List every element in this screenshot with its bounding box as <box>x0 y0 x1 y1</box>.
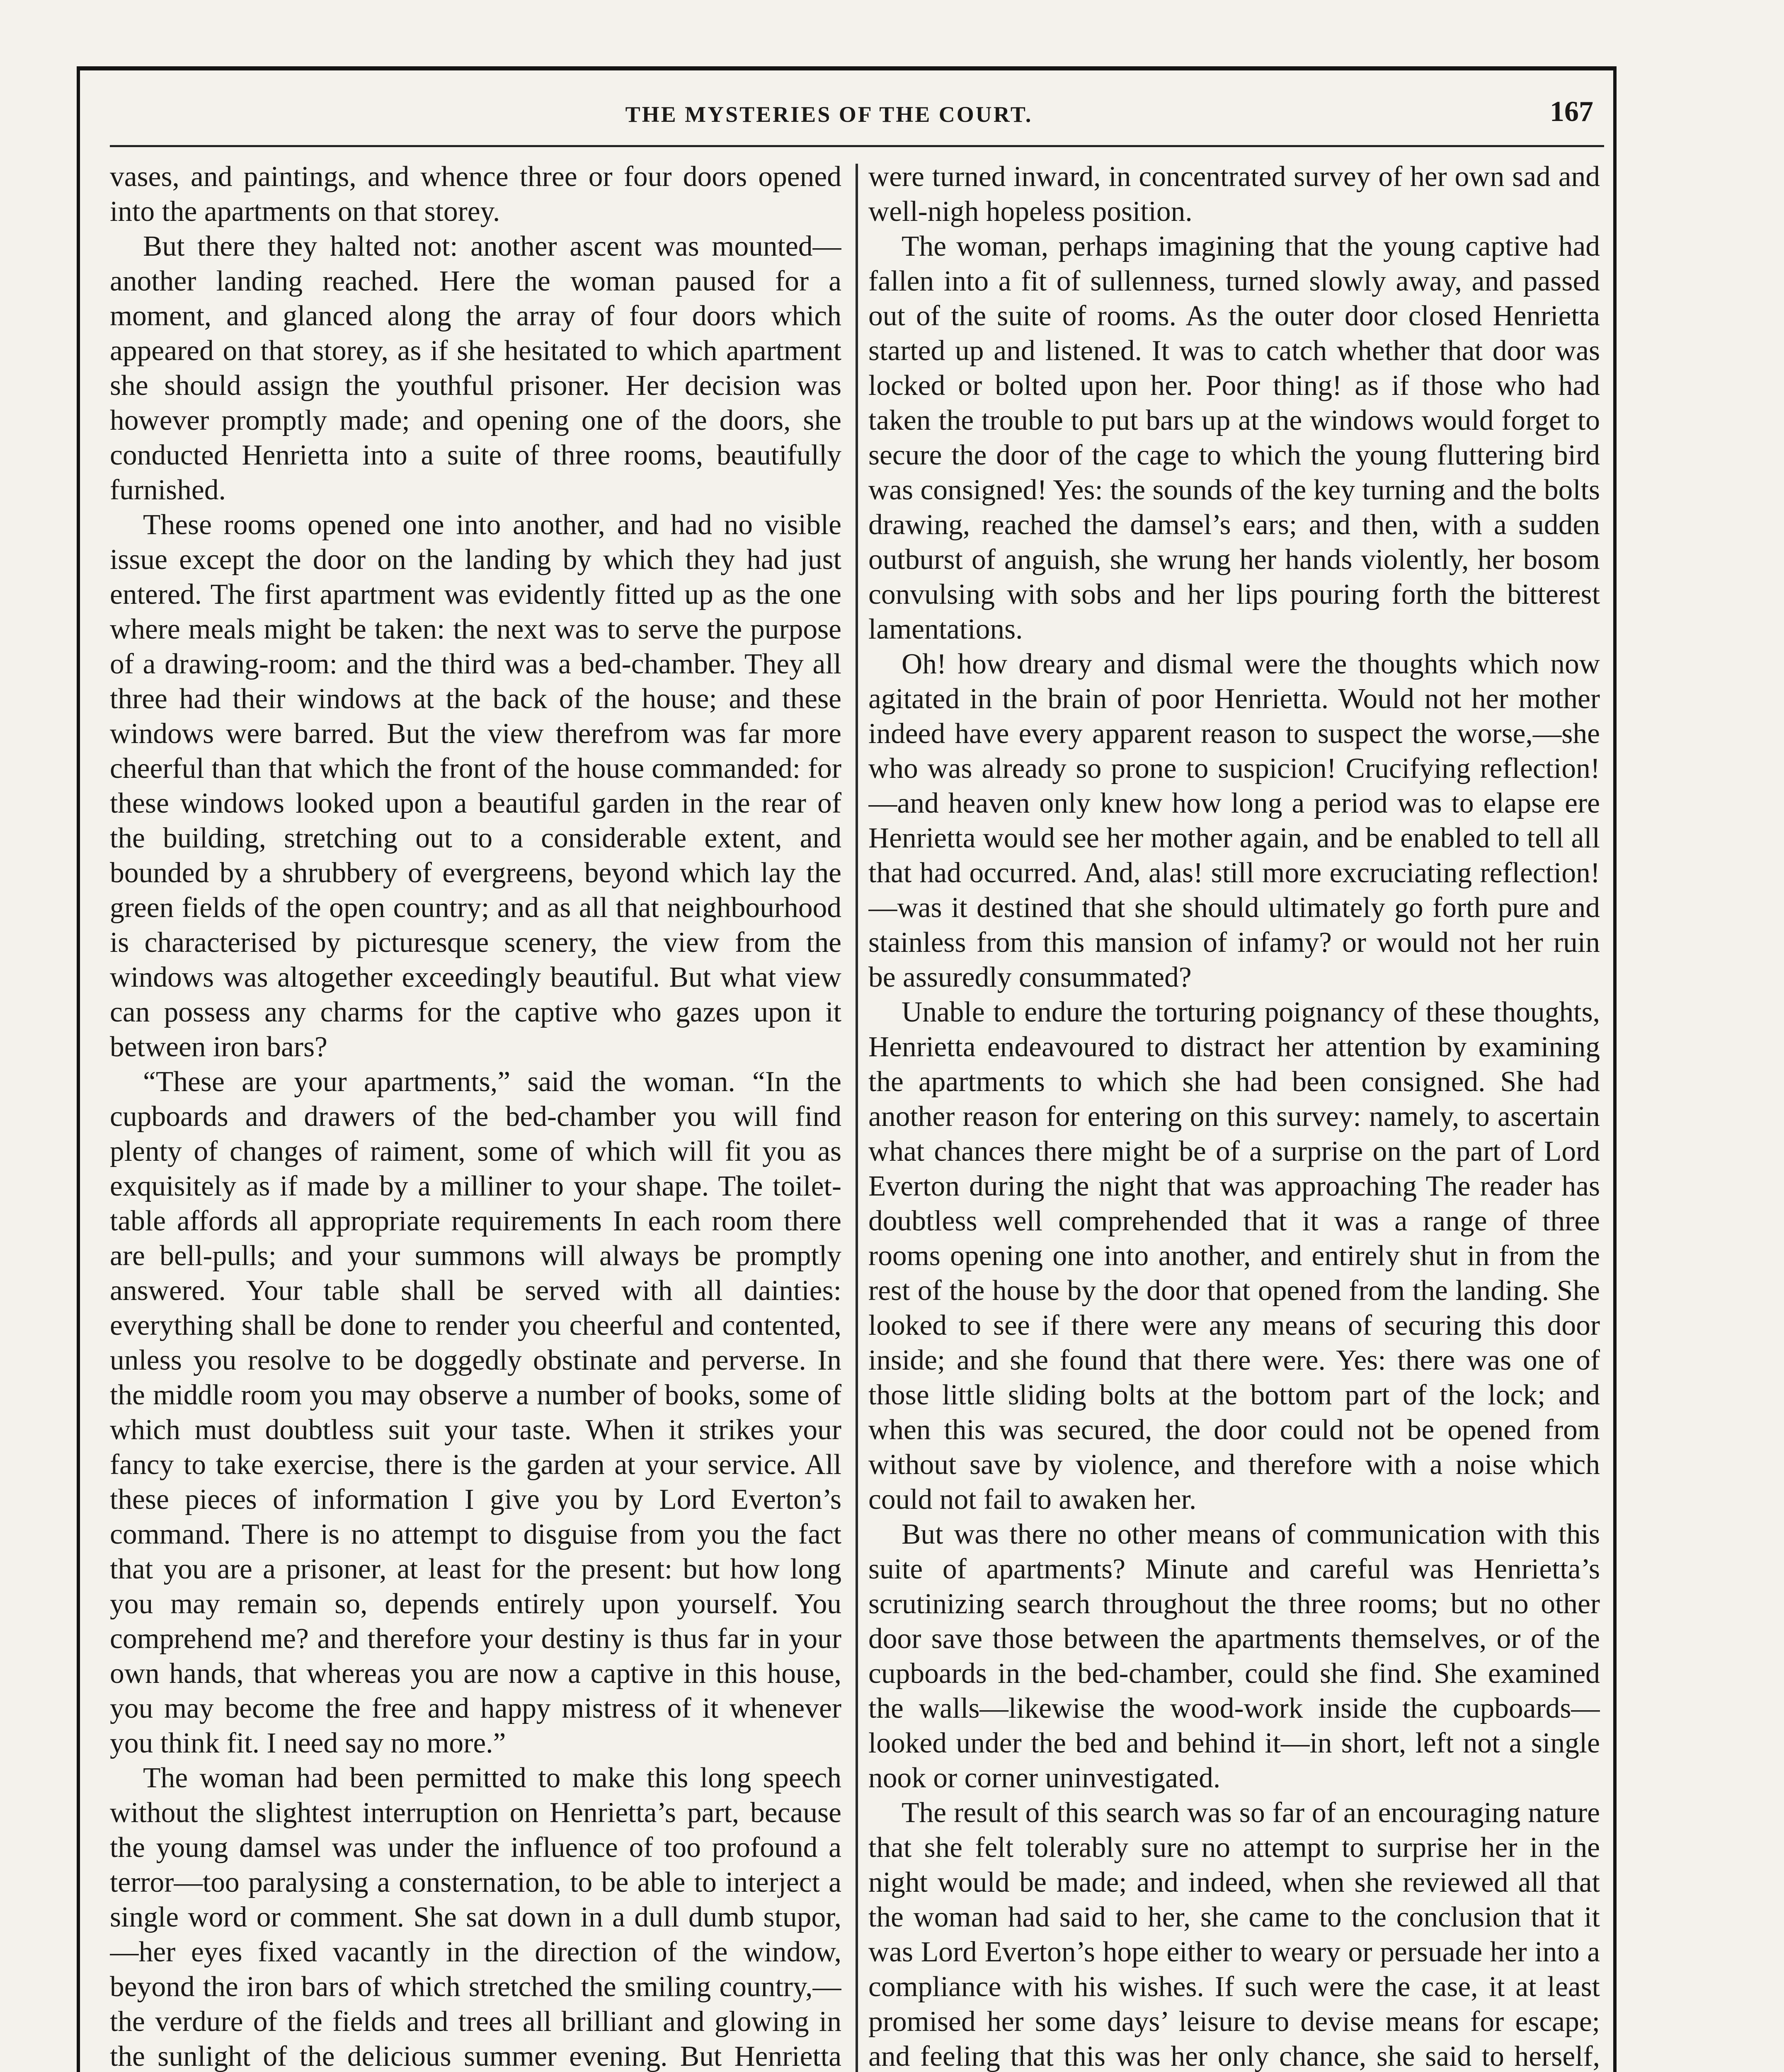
paragraph: vases, and paintings, and whence three or four doors opened into the apartments on that storey. <box>110 161 841 228</box>
paragraph: The result of this search was so far of an encouraging nature that she felt tolerably sure no attempt to surprise her in the night would be made; and indeed, when she reviewed all that the woman had said to her, she came to the conclusion that it was Lord Everton’s hope either to weary or persuade her into a compliance with his wishes. If such were the case, it at least promised her some days’ leisure to devise means for escape; and feeling that this was her only chance, she said to herself, <box>868 1797 1600 2072</box>
paragraph: But there they halted not: another ascent was mounted—another landing reached. Here the woman paused for a moment, and glanced along the array of four doors which appeared on that storey, as if she hesitated to which apartment she should assign the youthful prisoner. Her decision was however promptly made; and opening one of the doors, she conducted Henrietta into a suite of three rooms, beautifully furnished. <box>110 230 841 506</box>
paragraph: “These are your apartments,” said the woman. “In the cupboards and drawers of the bed-chamber you will find plenty of changes of raiment, some of which will fit you as exquisitely as if made by a milliner to your shape. The toilet-table affords all appropriate requirements In each room there are bell-pulls; and your summons will always be promptly answered. Your table shall be served with all dainties: everything shall be done to render you cheerful and contented, unless you resolve to be doggedly obstinate and perverse. In the middle room you may observe a number of books, some of which must doubtless suit your taste. When it strikes your fancy to take exercise, there is the garden at your service. All these pieces of information I give you by Lord Everton’s command. There is no attempt to disguise from you the fact that you are a prisoner, at least for the present: but how long you may remain so, depends entirely upon yourself. You comprehend me? and therefore your destiny is thus far in your own hands, that whereas you are now a captive in this house, you may become the free and happy mistress of it whenever you think fit. I need say no more.” <box>110 1066 841 1759</box>
paragraph: Unable to endure the torturing poignancy of these thoughts, Henrietta endeavoured to distract her attention by examining the apartments to which she had been consigned. She had another reason for entering on this survey: namely, to ascertain what chances there might be of a surprise on the part of Lord Everton during the night that was approaching The reader has doubtless well comprehended that it was a range of three rooms opening one into another, and entirely shut in from the rest of the house by the door that opened from the landing. She looked to see if there were any means of securing this door inside; and she found that there were. Yes: there was one of those little sliding bolts at the bottom part of the lock; and when this was secured, the door could not be opened from without save by violence, and therefore with a noise which could not fail to awaken her. <box>868 996 1600 1515</box>
paragraph: were turned inward, in concentrated survey of her own sad and well-nigh hopeless position. <box>868 161 1600 228</box>
left-column <box>110 160 841 2072</box>
right-column <box>868 160 1600 2072</box>
paragraph: These rooms opened one into another, and had no visible issue except the door on the landing by which they had just entered. The first apartment was evidently fitted up as the one where meals might be taken: the next was to serve the purpose of a drawing-room: and the third was a bed-chamber. They all three had their windows at the back of the house; and these windows were barred. But the view therefrom was far more cheerful than that which the front of the house commanded: for these windows looked upon a beautiful garden in the rear of the building, stretching out to a considerable extent, and bounded by a shrubbery of evergreens, beyond which lay the green fields of the open country; and as all that neighbourhood is characterised by picturesque scenery, the view from the windows was altogether exceedingly beautiful. But what view can possess any charms for the captive who gazes upon it between iron bars? <box>110 509 841 1063</box>
page-border-left <box>77 66 80 2072</box>
paragraph: The woman had been permitted to make this long speech without the slightest interruption on Henrietta’s part, because the young damsel was under the influence of too profound a terror—too paralysing a consternation, to be able to interject a single word or comment. She sat down in a dull dumb stupor,—her eyes fixed vacantly in the direction of the window, beyond the iron bars of which stretched the smiling country,—the verdure of the fields and trees all brilliant and glowing in the sunlight of the delicious summer evening. But Henrietta <box>110 1762 841 2072</box>
column-divider <box>856 164 858 2072</box>
page-border-right <box>1613 66 1617 2072</box>
running-title: THE MYSTERIES OF THE COURT. <box>625 102 1033 127</box>
paragraph: But was there no other means of communication with this suite of apartments? Minute and careful was Henrietta’s scrutinizing search throughout the three rooms; but no other door save those between the apartments themselves, or of the cupboards in the bed-chamber, could she find. She examined the walls—likewise the wood-work inside the cupboards—looked under the bed and behind it—in short, left not a single nook or corner uninvestigated. <box>868 1518 1600 1794</box>
paragraph: The woman, perhaps imagining that the young captive had fallen into a fit of sullenness, turned slowly away, and passed out of the suite of rooms. As the outer door closed Henrietta started up and listened. It was to catch whether that door was locked or bolted upon her. Poor thing! as if those who had taken the trouble to put bars up at the windows would forget to secure the door of the cage to which the young fluttering bird was consigned! Yes: the sounds of the key turning and the bolts drawing, reached the damsel’s ears; and then, with a sudden outburst of anguish, she wrung her hands violently, her bosom convulsing with sobs and her lips pouring forth the bitterest lamentations. <box>868 230 1600 645</box>
page-number: 167 <box>1550 96 1593 128</box>
header-rule <box>110 145 1604 147</box>
page-border-top <box>77 66 1617 70</box>
paragraph: Oh! how dreary and dismal were the thoughts which now agitated in the brain of poor Henrietta. Would not her mother indeed have every apparent reason to suspect the worse,—she who was already so prone to suspicion! Crucifying reflection!—and heaven only knew how long a period was to elapse ere Henrietta would see her mother again, and be enabled to tell all that had occurred. And, alas! still more excruciating reflection!—was it destined that she should ultimately go forth pure and stainless from this mansion of infamy? or would not her ruin be assuredly consummated? <box>868 648 1600 993</box>
